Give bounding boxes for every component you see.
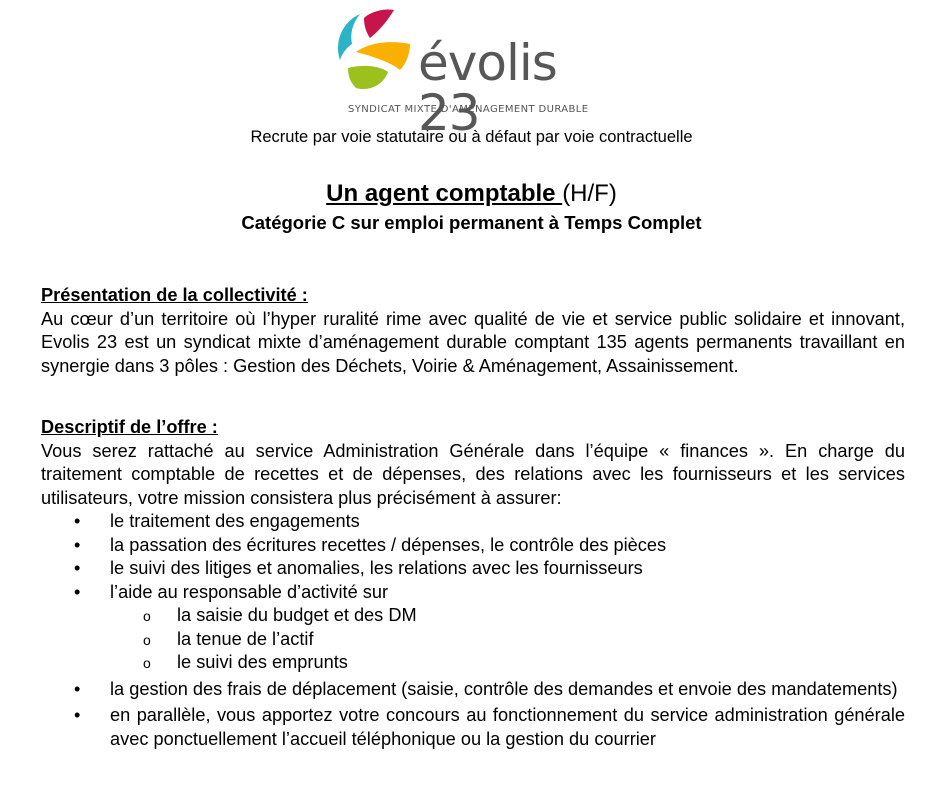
sub-list-item <box>41 604 905 628</box>
list-item-text: la gestion des frais de déplacement (saisie, contrôle des demandes et envoie des mandatements) <box>110 678 898 699</box>
job-subtitle: Catégorie C sur emploi permanent à Temps Complet <box>241 212 702 233</box>
bullet-icon: • <box>74 705 81 725</box>
list-item-text: en parallèle, vous apportez votre concours au fonctionnement du service administration générale avec ponctuellement l’accueil téléphonique ou la gestion du courrier <box>110 705 905 749</box>
sub-list-item <box>41 628 905 652</box>
sub-list-item-text: le suivi des emprunts <box>177 652 348 672</box>
circle-bullet-icon: o <box>143 631 151 648</box>
list-item <box>41 581 905 605</box>
offre-text: Vous serez rattaché au service Administration Générale dans l’équipe « finances ». En charge du traitement comptable de recettes et de dépenses, des relations avec les fournisseurs et les services utilisateurs, votre mission consistera plus précisément à assurer: <box>41 440 905 508</box>
job-title-main: Un agent comptable <box>326 180 563 207</box>
presentation-heading: Présentation de la collectivité : <box>41 285 308 305</box>
bullet-icon: • <box>74 558 81 578</box>
bullet-icon: • <box>74 581 81 602</box>
list-item <box>41 510 905 534</box>
bullet-icon: • <box>74 511 81 531</box>
list-item-text: le suivi des litiges et anomalies, les relations avec les fournisseurs <box>110 558 643 578</box>
list-item-text: l’aide au responsable d’activité sur <box>110 581 389 602</box>
missions-list <box>41 510 905 751</box>
offre-heading: Descriptif de l’offre : <box>41 417 218 437</box>
list-item <box>41 678 905 702</box>
job-title-suffix: (H/F) <box>562 180 617 207</box>
sub-list-item-text: la tenue de l’actif <box>177 628 314 649</box>
logo-tagline: SYNDICAT MIXTE D'AMÉNAGEMENT DURABLE <box>348 104 589 115</box>
list-item <box>41 704 905 751</box>
bullet-icon: • <box>74 534 81 555</box>
list-item-text: la passation des écritures recettes / dépenses, le contrôle des pièces <box>110 534 667 555</box>
presentation-section <box>41 284 905 378</box>
recruitment-mode: Recrute par voie statutaire ou à défaut par voie contractuelle <box>250 128 693 146</box>
evolis-logo-mark-icon <box>330 8 420 93</box>
list-item-text: le traitement des engagements <box>110 511 360 531</box>
logo-wordmark: évolis 23 <box>418 34 557 142</box>
list-item <box>41 557 905 581</box>
sub-list-item-text: la saisie du budget et des DM <box>177 605 417 625</box>
offre-section <box>41 416 905 751</box>
bullet-icon: • <box>74 678 81 699</box>
circle-bullet-icon: o <box>143 655 151 671</box>
job-title <box>0 180 943 208</box>
sub-list-item <box>41 651 905 675</box>
list-item <box>41 534 905 558</box>
presentation-text: Au cœur d’un territoire où l’hyper ruralité rime avec qualité de vie et service public solidaire et innovant, Evolis 23 est un syndicat mixte d’aménagement durable comptant 135 agents permanents travaillant en synergie dans 3 pôles : Gestion des Déchets, Voirie & Aménagement, Assainissement. <box>41 308 905 376</box>
circle-bullet-icon: o <box>143 608 151 624</box>
